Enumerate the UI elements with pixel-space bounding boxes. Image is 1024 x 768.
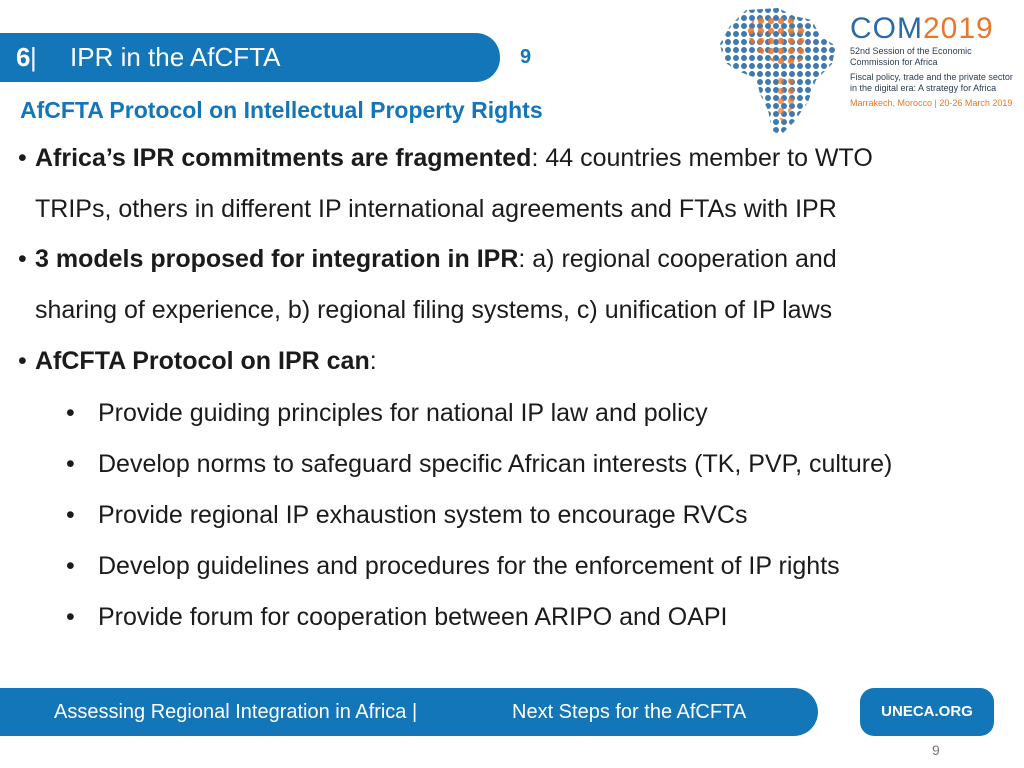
logo-session: 52nd Session of the Economic Commission for Africa [850, 46, 972, 67]
footer-bar [0, 688, 818, 736]
logo-title-year: 2019 [923, 12, 994, 45]
bullet-marker: • [18, 144, 27, 172]
bullet-marker: • [18, 245, 27, 273]
sub-bullet-item: Provide regional IP exhaustion system to encourage RVCs [98, 501, 748, 529]
sub-bullet-marker: • [66, 552, 75, 580]
logo-theme: Fiscal policy, trade and the private sector in the digital era: A strategy for Africa [850, 72, 1013, 93]
sub-bullet-marker: • [66, 501, 75, 529]
bullet-2-rest: : a) regional cooperation and [518, 245, 837, 273]
section-separator: | [30, 42, 37, 72]
header-bar [0, 33, 500, 82]
bullet-marker: • [18, 347, 27, 375]
logo-title-prefix: COM [850, 12, 923, 45]
logo-place: Marrakech, Morocco | 20-26 March 2019 [850, 98, 1013, 108]
bullet-1-rest: : 44 countries member to WTO [531, 144, 873, 172]
bullet-3 [35, 346, 377, 376]
section-heading: AfCFTA Protocol on Intellectual Property Rights [20, 97, 543, 123]
bullet-2 [35, 244, 837, 274]
footer-report-title: Assessing Regional Integration in Africa | [54, 701, 418, 723]
africa-map-emblem-icon [716, 6, 842, 140]
bullet-3-rest: : [369, 347, 377, 375]
sub-bullet-item: Develop norms to safeguard specific African interests (TK, PVP, culture) [98, 450, 893, 478]
bullet-1 [35, 143, 873, 173]
bullet-1-continuation: TRIPs, others in different IP international agreements and FTAs with IPR [35, 195, 837, 223]
bullet-2-continuation: sharing of experience, b) regional filing systems, c) unification of IP laws [35, 296, 833, 324]
footer-chapter-title: Next Steps for the AfCFTA [512, 701, 747, 723]
sub-bullet-item: Develop guidelines and procedures for the enforcement of IP rights [98, 552, 840, 580]
section-number: 6 [16, 42, 31, 72]
sub-bullet-item: Provide guiding principles for national IP law and policy [98, 399, 708, 427]
sub-bullet-item: Provide forum for cooperation between ARIPO and OAPI [98, 603, 728, 631]
sub-bullet-marker: • [66, 399, 75, 427]
logo-title [850, 12, 994, 46]
sub-bullet-marker: • [66, 450, 75, 478]
bullet-1-strong: Africa’s IPR commitments are fragmented [35, 144, 532, 172]
page-marker: 9 [520, 46, 532, 68]
bullet-3-strong: AfCFTA Protocol on IPR can [35, 347, 370, 375]
bullet-2-strong: 3 models proposed for integration in IPR [35, 245, 519, 273]
sub-bullet-marker: • [66, 603, 75, 631]
page-number: 9 [932, 742, 940, 758]
uneca-link-badge[interactable]: UNECA.ORG [860, 688, 994, 736]
header-title: IPR in the AfCFTA [70, 42, 281, 72]
